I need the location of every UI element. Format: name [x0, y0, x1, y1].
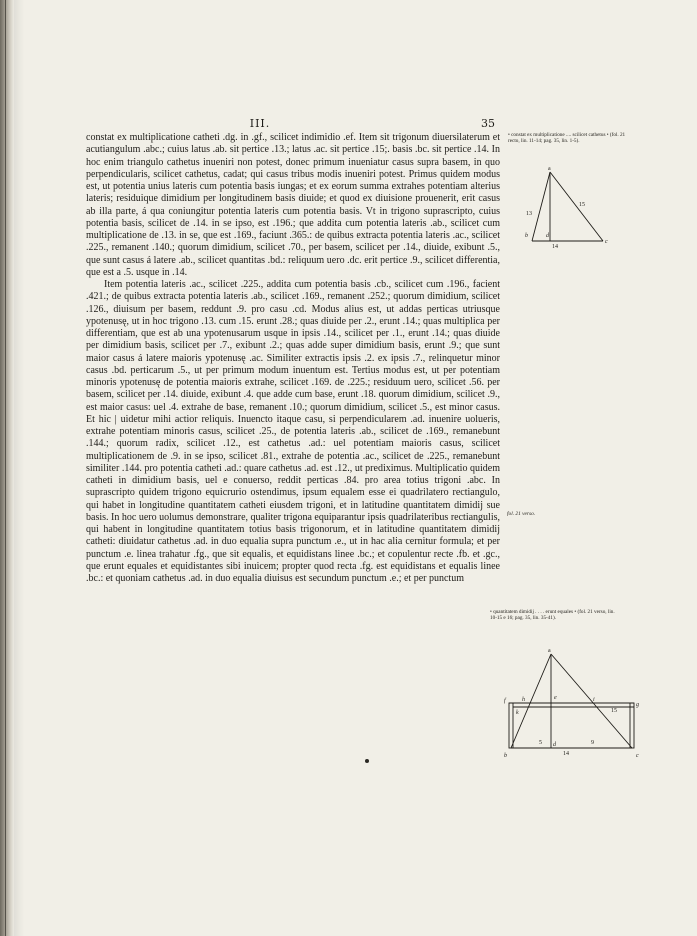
side-ab — [532, 172, 550, 241]
label-d: d — [553, 742, 556, 748]
segment-15: 15 — [611, 708, 617, 714]
side-ab-value: 13 — [526, 211, 532, 217]
label-e: e — [554, 695, 557, 701]
margin-note-1: • constat ex multiplicatione .... scilicet cathetus • (fol. 21 recto, lin. 11-14; pag. 35, lin. 1-5). — [508, 132, 626, 145]
margin-note-folio: fol. 21 verso. — [507, 511, 536, 517]
label-c: c — [605, 239, 608, 245]
triangle-rectangle-figure-2 — [503, 644, 649, 762]
side-ab — [511, 654, 551, 748]
margin-note-2: • quantitatem dimidij . . . . erunt equales • (fol. 21 verso, lin. 10-15 e 16; pag. 35, lin. 35-41). — [490, 609, 615, 622]
label-d: d — [546, 233, 549, 239]
side-ac-value: 15 — [579, 202, 585, 208]
main-text — [86, 132, 500, 585]
page-number: 35 — [481, 117, 495, 130]
paragraph: constat ex multiplicatione catheti .dg. in .gf., scilicet indimidio .ef. Item sit trigonum diuersilaterum et acutiangulum .abc.; cuius latus .ab. sit pertice .13.; latus .ac. sit pertice .15;. basis .bc. sit pertice .14. In hoc enim triangulo cathetus inueniri non potest, donec primum inueniatur casus supra basem, in quo perpendicularis, scilicet cathetus, cadat; qui casus tribus modis inueniri potest. Primus quidem modus est, ut potentia unius lateris cum potentia basis iungas; et ex eorum summa extrahes potentiam alterius lateris; residuique dimidium per longitudinem basis diuide; et quod ex diuisione prouenerit, erit casus ab illa parte, á qua coniungitur potentia lateris cum potentia basis. Vt in trigono suprascripto, cuius potentia basis, scilicet de .14. in se ipso, est .196.; que addita cum potentia lateris .ab., scilicet cum multiplicatione de .13. in se, que est .169., faciunt .365.: de quibus extracta potentia lateris .ac., scilicet .225., remanent .140.; quorum dimidium, scilicet .70., per basem, scilicet per .14., diuide, exibunt .5., que sunt casus á latere .ab., scilicet quantitas .bd.: reliquum uero .dc. erit pertice .9., scilicet differentia, que est a .5. usque in .14. — [86, 132, 500, 278]
base-value: 14 — [552, 244, 558, 250]
label-f: f — [504, 698, 506, 704]
segment-9: 9 — [591, 740, 594, 746]
label-b: b — [504, 753, 507, 759]
segment-5: 5 — [539, 740, 542, 746]
scan-shadow — [14, 0, 24, 936]
paragraph: Item potentia lateris .ac., scilicet .225., addita cum potentia basis .cb., scilicet cum .196., facient .421.; de quibus extracta potentia lateris .ab., scilicet .169., remanent .252.; quorum dimidium, scilicet .126., diuisum per basem, reddunt .9. pro casu .cd. Modus alius est, ut addas perticas utriusque ypotenusę, ut in hoc trigono .13. cum .15. erunt .28.; quas diuide per .2., erunt .14.; quas multiplica per differentiam, que est ab una ypotenusarum usque in ipsis .14., scilicet per .1., erunt .14.; quas diuide per dimidium basis, scilicet per .7., exibunt .2.; quas adde super dimidium basis, erunt .9.; que sunt maior casus á latere maioris ypotenusę .ac. Similiter extractis ipsis .2. ex ipsis .7., relinquetur minor casus .bd. perticarum .5., ut per primum modum inuentum est. Tertius modus est, ut per potentiam minoris ypotenusę de potentia maioris extrahe, scilicet .169. de .225.; residuum uero, scilicet .56. per basem, scilicet per .14. diuide, exibunt .4. que adde cum base, erunt .18. quorum dimidium, scilicet .9., est maior casus: uel .4. extrahe de base, remanent .10.; quorum dimidium, scilicet .5., est minor casus. Et hic | uidetur mihi actior reliquis. Inuencto itaque casu, si perpendicularem .ad. inuenire uolueris, extrahe potentiam minoris casus, scilicet .25., de potentia lateris .ab., scilicet de .169., remanebunt .144.; quorum radix, scilicet .12., est cathetus .ad.: uel potentiam maioris casus, scilicet multiplicationem de .9. in se ipso, scilicet .81., extrahe de potentia .ac., scilicet de .225., remanebunt similiter .144. pro potentia catheti .ad.: quare cathetus .ad. est .12., ut prediximus. Multiplicatio quidem catheti in dimidium basis, uel e conuerso, reddit perticas .84. pro area totius trigoni .abc. In suprascripto quidem trigono equicrurio ostendimus, ipsum equalem esse ei quadrilatero rectiangulo, qui habet in longitudine quantitatem catheti eiusdem trigoni, et in latitudine quantitatem dimidij sue basis. In hoc uero uolumus demonstrare, qualiter trigona equiparantur ipsis quadrilateribus rectiangulis, qui habent in longitudine quantitatem totius basis trigonorum, et in latitudine quantitatem dimidij catheti: diuidatur cathetus .ad. in duo equalia supra punctum .e., ut in hac alia cernitur formula; et per punctum .e. linea trahatur .fg., que sit equalis, et equidistans linee .bc.; et copulentur recte .fb. et .gc., que erunt equales et equidistantes sibi inuicem; propter quod recta .fg. est equidistans et equalis linee .bc.: et quoniam cathetus .ad. in duo equalia diuisus est secundum punctum .e.; et per punctum — [86, 279, 500, 584]
section-numeral: III. — [249, 117, 271, 130]
label-a: a — [548, 648, 551, 654]
label-g: g — [636, 702, 639, 708]
triangle-figure-1 — [519, 163, 621, 259]
binding-line — [5, 0, 6, 936]
side-ac — [550, 172, 603, 241]
page-mark-dot — [365, 759, 369, 763]
label-c: c — [636, 753, 639, 759]
label-a: a — [548, 166, 551, 172]
book-binding-edge — [0, 0, 14, 936]
label-h: h — [522, 697, 525, 703]
side-ac — [551, 654, 632, 748]
label-b: b — [525, 233, 528, 239]
base-14: 14 — [563, 751, 569, 757]
label-k: k — [516, 710, 519, 716]
label-i: i — [593, 697, 595, 703]
running-header — [90, 117, 500, 131]
